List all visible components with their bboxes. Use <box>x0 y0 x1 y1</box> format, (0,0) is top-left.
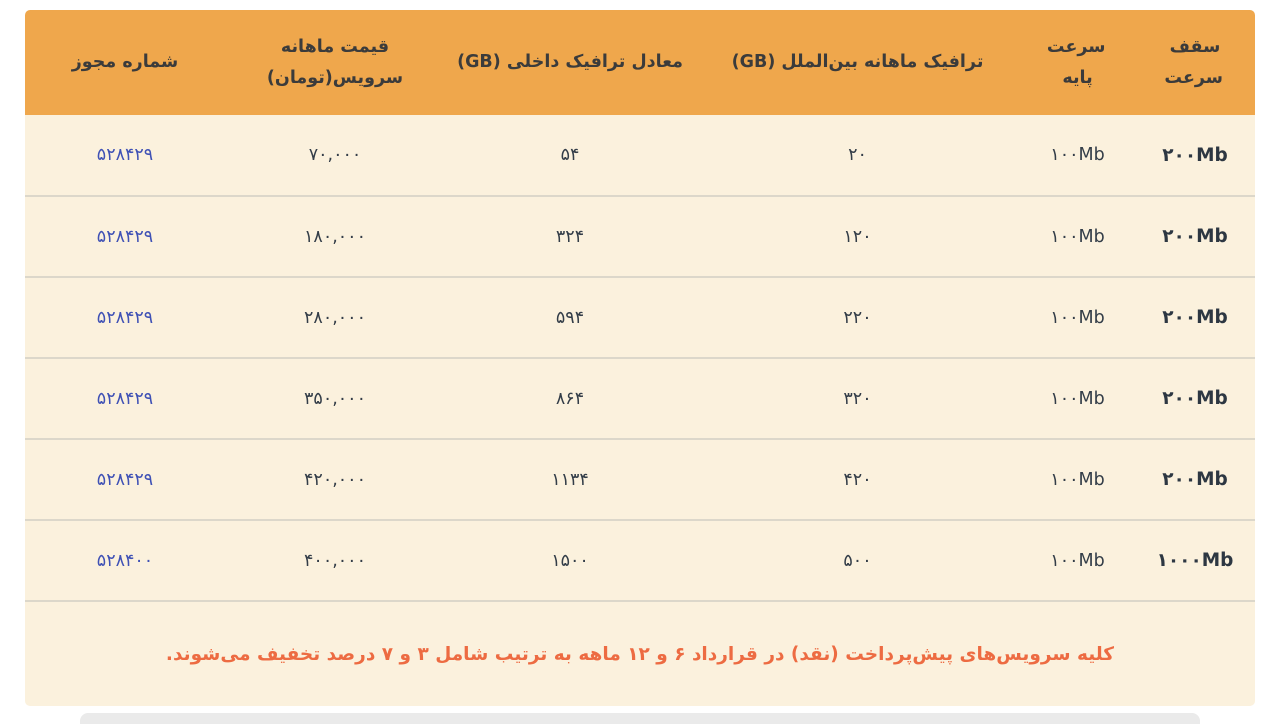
cell-monthly-price: ۱۸۰,۰۰۰ <box>225 196 445 277</box>
tariff-table <box>25 10 1255 706</box>
col-header-intl-traffic <box>695 10 1020 115</box>
cell-intl-traffic: ۴۲۰ <box>695 439 1020 520</box>
cell-monthly-price: ۲۸۰,۰۰۰ <box>225 277 445 358</box>
cell-speed-cap: ۲۰۰Mb <box>1135 196 1255 277</box>
cell-base-speed: ۱۰۰Mb <box>1020 196 1135 277</box>
col-header-speed-cap <box>1135 10 1255 115</box>
cell-base-speed: ۱۰۰Mb <box>1020 277 1135 358</box>
col-header-license-number <box>25 10 225 115</box>
license-number-link[interactable]: ۵۲۸۴۲۹ <box>96 307 154 328</box>
col-header-base-speed-label: سرعت پایه <box>1046 36 1106 88</box>
cell-monthly-price: ۳۵۰,۰۰۰ <box>225 358 445 439</box>
cell-license-number <box>25 520 225 601</box>
cell-base-speed: ۱۰۰Mb <box>1020 115 1135 196</box>
license-number-link[interactable]: ۵۲۸۴۰۰ <box>96 550 154 571</box>
cell-license-number <box>25 196 225 277</box>
license-number-link[interactable]: ۵۲۸۴۲۹ <box>96 145 154 165</box>
col-header-domestic-equiv <box>445 10 695 115</box>
cell-intl-traffic: ۳۲۰ <box>695 358 1020 439</box>
header-row <box>25 10 1255 115</box>
cell-domestic-equiv: ۵۴ <box>445 115 695 196</box>
cell-intl-traffic: ۵۰۰ <box>695 520 1020 601</box>
cell-base-speed: ۱۰۰Mb <box>1020 439 1135 520</box>
cell-intl-traffic: ۲۰ <box>695 115 1020 196</box>
table-row <box>25 520 1255 601</box>
cell-domestic-equiv: ۸۶۴ <box>445 358 695 439</box>
col-header-monthly-price-label: قیمت ماهانه سرویس(تومان) <box>266 36 404 88</box>
cell-speed-cap: ۱۰۰۰Mb <box>1135 520 1255 601</box>
table-footer <box>25 601 1255 706</box>
cell-speed-cap: ۲۰۰Mb <box>1135 358 1255 439</box>
cell-speed-cap: ۲۰۰Mb <box>1135 115 1255 196</box>
col-header-speed-cap-label: سقف سرعت <box>1164 36 1223 88</box>
cell-base-speed: ۱۰۰Mb <box>1020 358 1135 439</box>
license-number-link[interactable]: ۵۲۸۴۲۹ <box>96 469 154 490</box>
table-row <box>25 439 1255 520</box>
cell-intl-traffic: ۱۲۰ <box>695 196 1020 277</box>
license-number-link[interactable]: ۵۲۸۴۲۹ <box>96 226 154 247</box>
cell-domestic-equiv: ۱۵۰۰ <box>445 520 695 601</box>
table-header <box>25 10 1255 115</box>
cell-license-number <box>25 358 225 439</box>
table-row <box>25 115 1255 196</box>
cell-domestic-equiv: ۱۱۳۴ <box>445 439 695 520</box>
cell-monthly-price: ۴۰۰,۰۰۰ <box>225 520 445 601</box>
col-header-license-number-label: شماره مجوز <box>71 52 179 73</box>
bottom-divider-bar <box>80 713 1200 724</box>
note-row <box>25 601 1255 706</box>
col-header-domestic-equiv-label: معادل ترافیک داخلی (GB) <box>457 52 683 73</box>
cell-license-number <box>25 115 225 196</box>
discount-note-cell <box>25 601 1255 706</box>
tariff-table-grid <box>25 10 1255 706</box>
cell-domestic-equiv: ۵۹۴ <box>445 277 695 358</box>
cell-speed-cap: ۲۰۰Mb <box>1135 439 1255 520</box>
table-row <box>25 196 1255 277</box>
license-number-link[interactable]: ۵۲۸۴۲۹ <box>96 388 154 409</box>
cell-license-number <box>25 439 225 520</box>
col-header-intl-traffic-label: ترافیک ماهانه بین‌الملل (GB) <box>731 52 984 73</box>
cell-license-number <box>25 277 225 358</box>
table-row <box>25 277 1255 358</box>
col-header-monthly-price <box>225 10 445 115</box>
cell-speed-cap: ۲۰۰Mb <box>1135 277 1255 358</box>
cell-base-speed: ۱۰۰Mb <box>1020 520 1135 601</box>
cell-intl-traffic: ۲۲۰ <box>695 277 1020 358</box>
table-row <box>25 358 1255 439</box>
table-body <box>25 115 1255 601</box>
cell-monthly-price: ۴۲۰,۰۰۰ <box>225 439 445 520</box>
cell-domestic-equiv: ۳۲۴ <box>445 196 695 277</box>
cell-monthly-price: ۷۰,۰۰۰ <box>225 115 445 196</box>
col-header-base-speed <box>1020 10 1135 115</box>
discount-note: کلیه سرویس‌های پیش‌پرداخت (نقد) در قرارداد ۶ و ۱۲ ماهه به ترتیب شامل ۳ و ۷ درصد تخفیف می‌شوند. <box>165 643 1115 665</box>
